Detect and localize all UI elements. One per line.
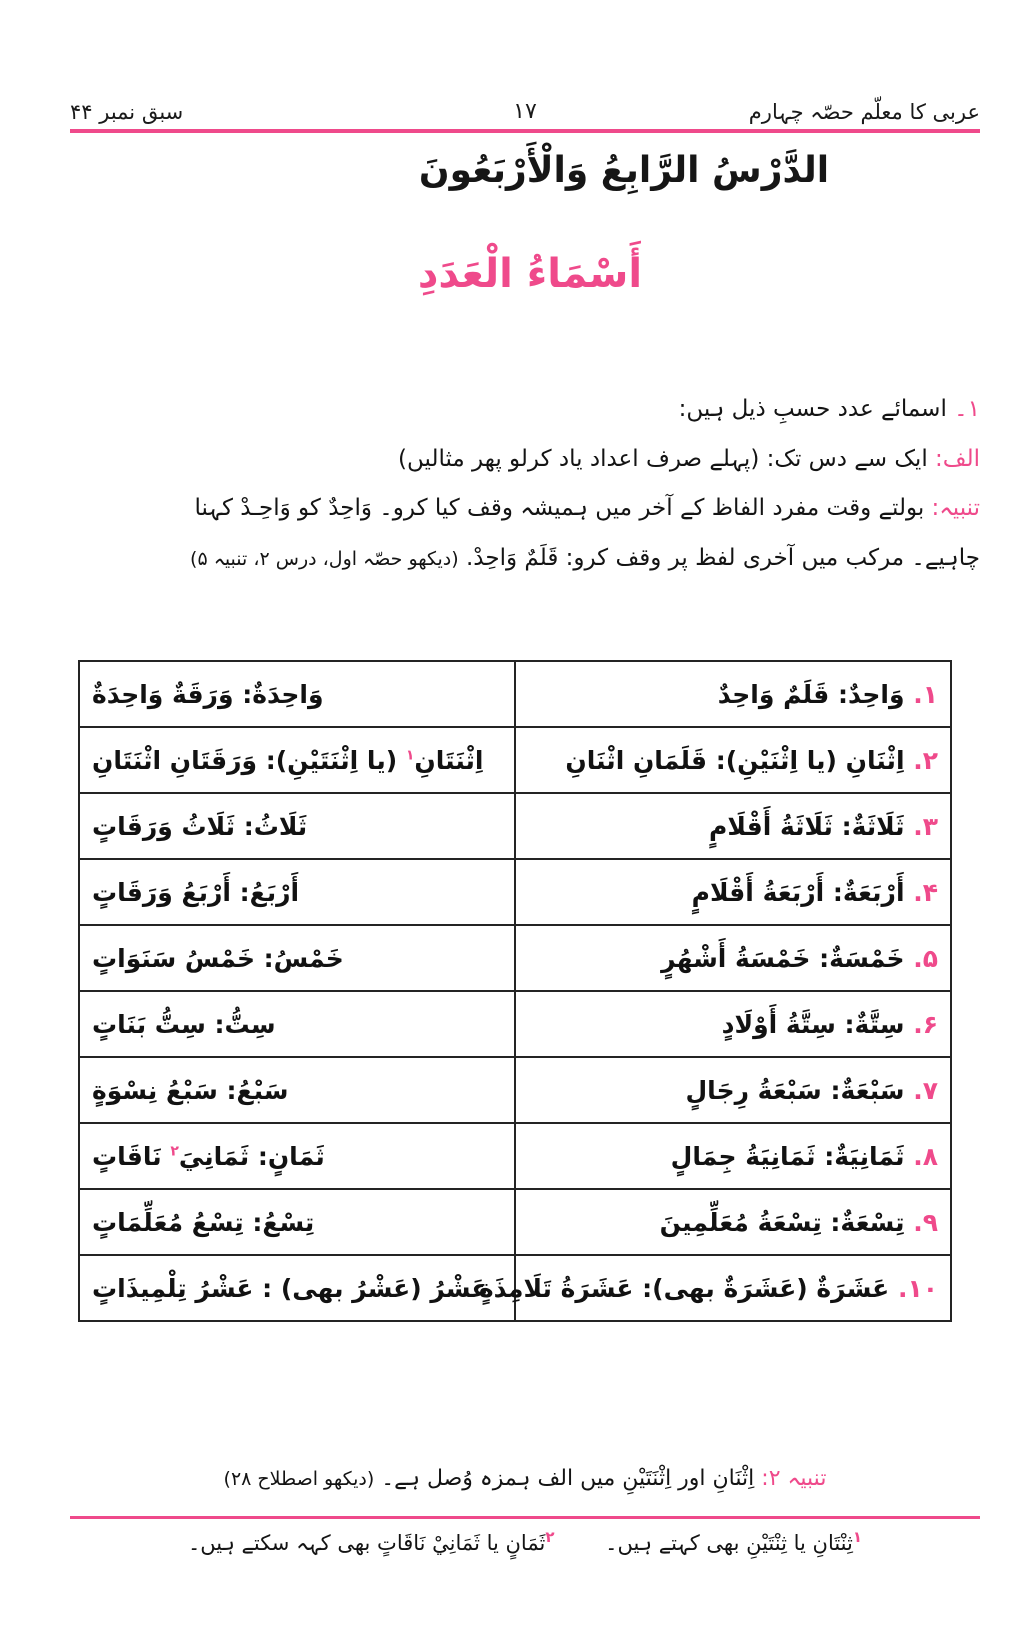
masculine-form: تِسْعَةٌ: تِسْعَةُ مُعَلِّمِينَ <box>659 1207 905 1237</box>
table-cell-feminine <box>79 727 515 793</box>
feminine-form-part-b: (یا اِثْنَتَیْنِ): وَرَقَتَانِ اثْنَتَانِ <box>92 745 398 775</box>
table-row <box>79 991 951 1057</box>
feminine-form-part-a: ثَمَانٍ: ثَمَانِيَ <box>178 1141 325 1171</box>
table-cell-feminine <box>79 793 515 859</box>
table-cell-feminine <box>79 1189 515 1255</box>
feminine-form: ثَلَاثُ: ثَلَاثُ وَرَقَاتٍ <box>92 811 308 841</box>
table-cell-masculine <box>515 661 951 727</box>
intro-line-4-text: چاہیے۔ مرکب میں آخری لفظ پر وقف کرو: قَلَمٌ وَاحِدْ. <box>466 544 980 571</box>
table-row <box>79 925 951 991</box>
intro-line-1 <box>70 392 980 428</box>
footnote-marker: ۱ <box>405 747 415 764</box>
row-index: ۶. <box>913 1009 938 1039</box>
row-index: ۳. <box>913 811 938 841</box>
masculine-form: سِتَّةٌ: سِتَّةُ أَوْلَادٍ <box>721 1009 905 1039</box>
masculine-form: سَبْعَةٌ: سَبْعَةُ رِجَالٍ <box>685 1075 905 1105</box>
note-2-marker: تنبیہ ۲: <box>761 1466 827 1491</box>
book-title: عربی کا معلّم حصّہ چہارم <box>748 99 980 124</box>
row-index: ۵. <box>913 943 938 973</box>
page-masthead <box>70 78 980 124</box>
intro-line-3 <box>70 491 980 527</box>
feminine-form: أَرْبَعُ: أَرْبَعُ وَرَقَاتٍ <box>92 877 300 907</box>
row-index: ۸. <box>913 1141 938 1171</box>
footnote-number: ۱ <box>852 1528 863 1546</box>
intro-line-1-marker: ۱۔ <box>954 396 980 422</box>
lesson-number-label: سبق نمبر ۴۴ <box>70 99 184 124</box>
intro-line-4-reference: (دیکھو حصّہ اول، درس ۲، تنبیہ ۵) <box>190 547 459 570</box>
row-index: ۷. <box>913 1075 938 1105</box>
table-row <box>79 859 951 925</box>
intro-block <box>70 392 980 591</box>
table-row <box>79 1189 951 1255</box>
table-cell-masculine <box>515 1123 951 1189</box>
header-rule <box>70 129 980 133</box>
table-cell-masculine <box>515 1057 951 1123</box>
row-index: ۱. <box>913 679 938 709</box>
table-cell-feminine <box>79 1123 515 1189</box>
table-cell-feminine <box>79 859 515 925</box>
row-index: ۴. <box>913 877 938 907</box>
masculine-form: خَمْسَةٌ: خَمْسَةُ أَشْهُرٍ <box>661 943 905 973</box>
table-row <box>79 793 951 859</box>
footnote-number: ۲ <box>545 1528 555 1546</box>
table-body <box>79 661 951 1321</box>
masculine-form: اِثْنَانِ (یا اِثْنَیْنِ): قَلَمَانِ اثْنَانِ <box>565 745 905 775</box>
feminine-form: سِتُّ: سِتُّ بَنَاتٍ <box>92 1009 276 1039</box>
feminine-form: سَبْعُ: سَبْعُ نِسْوَةٍ <box>92 1075 289 1105</box>
footnote-text: ثَمَانٍ یا ثَمَانِيْ نَاقَاتٍ بھی کہہ سکتے ہیں۔ <box>187 1531 546 1555</box>
intro-line-2-text: ایک سے دس تک: (پہلے صرف اعداد یاد کرلو پھر مثالیں) <box>398 445 928 472</box>
feminine-form: تِسْعُ: تِسْعُ مُعَلِّمَاتٍ <box>92 1207 315 1237</box>
footnote-marker: ۲ <box>170 1143 179 1160</box>
intro-line-3-text: بولتے وقت مفرد الفاظ کے آخر میں ہمیشہ وقف کیا کرو۔ وَاحِدٌ کو وَاحِـدْ کہنا <box>194 495 925 522</box>
table-cell-masculine <box>515 793 951 859</box>
row-index: ۹. <box>913 1207 938 1237</box>
intro-line-3-marker: تنبیہ: <box>931 495 980 522</box>
footnote-item <box>188 1526 555 1560</box>
table-cell-feminine <box>79 661 515 727</box>
intro-line-1-text: اسمائے عدد حسبِ ذیل ہیں: <box>678 396 947 422</box>
table-cell-masculine <box>515 1189 951 1255</box>
table-row <box>79 1057 951 1123</box>
note-2-text: اِثْنَانِ اور اِثْنَتَیْنِ میں الف ہمزہ وُصل ہے۔ <box>381 1466 755 1491</box>
note-2-block <box>70 1462 980 1495</box>
table-cell-masculine <box>515 859 951 925</box>
table-cell-masculine <box>515 925 951 991</box>
intro-line-4 <box>70 541 980 577</box>
page-number: ۱۷ <box>513 99 537 124</box>
lesson-heading: الدَّرْسُ الرَّابِعُ وَالْأَرْبَعُونَ <box>418 150 830 191</box>
row-index: ۱۰. <box>897 1273 938 1303</box>
table-row <box>79 1123 951 1189</box>
feminine-form: وَاحِدَةٌ: وَرَقَةٌ وَاحِدَةٌ <box>92 679 324 709</box>
table-cell-feminine <box>79 991 515 1057</box>
masculine-form: وَاحِدٌ: قَلَمٌ وَاحِدٌ <box>717 679 905 709</box>
table-cell-feminine <box>79 925 515 991</box>
row-index: ۲. <box>913 745 938 775</box>
intro-line-2 <box>70 442 980 478</box>
table-cell-masculine <box>515 727 951 793</box>
table-cell-feminine <box>79 1057 515 1123</box>
footer-rule <box>70 1516 980 1519</box>
topic-heading: أَسْمَاءُ الْعَدَدِ <box>417 251 643 297</box>
footnote-text: ثِنْتَانِ یا ثِنْتَیْنِ بھی کہتے ہیں۔ <box>605 1531 853 1555</box>
masculine-form: ثَلَاثَةٌ: ثَلَاثَةُ أَقْلَامٍ <box>709 811 905 841</box>
table-cell-masculine <box>515 991 951 1057</box>
number-names-table <box>78 660 952 1322</box>
masculine-form: أَرْبَعَةٌ: أَرْبَعَةُ أَقْلَامٍ <box>691 877 905 907</box>
feminine-form: عَشْرُ (عَشْرُ بھی) : عَشْرُ تِلْمِيذَاتٍ <box>92 1273 489 1303</box>
feminine-form-part-b: نَاقَاتٍ <box>92 1141 162 1171</box>
table-row <box>79 727 951 793</box>
table-row <box>79 661 951 727</box>
footnote-item <box>605 1526 862 1560</box>
table-cell-feminine <box>79 1255 515 1321</box>
table-cell-masculine <box>478 1255 951 1321</box>
masculine-form: عَشَرَةٌ (عَشَرَةٌ بھی): عَشَرَةُ تَلَامِذَةٍ <box>478 1273 890 1303</box>
footnotes-block <box>70 1526 980 1560</box>
feminine-form: خَمْسُ: خَمْسُ سَنَوَاتٍ <box>92 943 344 973</box>
masculine-form: ثَمَانِيَةٌ: ثَمَانِيَةُ جِمَالٍ <box>670 1141 905 1171</box>
note-2-reference: (دیکھو اصطلاح ۲۸) <box>223 1468 375 1490</box>
feminine-form-part-a: اِثْنَتَانِ <box>414 745 484 775</box>
table-row <box>79 1255 951 1321</box>
intro-line-2-marker: الف: <box>935 445 980 472</box>
